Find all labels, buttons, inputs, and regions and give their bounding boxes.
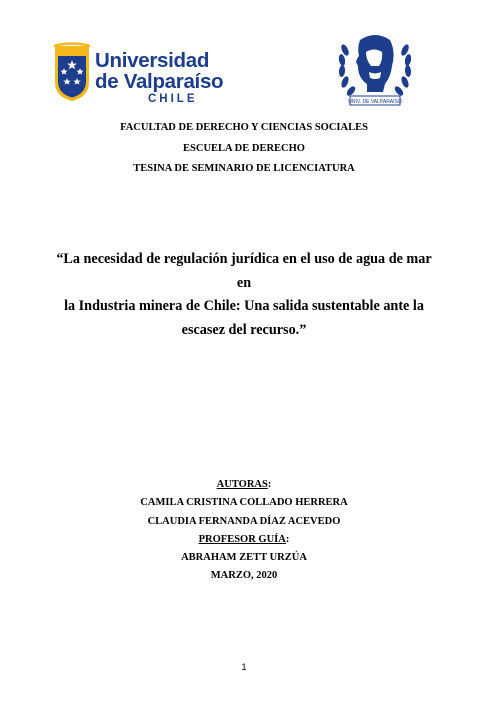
- university-name-line2: de Valparaíso: [95, 70, 224, 93]
- advisor-name: ABRAHAM ZETT URZÚA: [181, 552, 307, 564]
- credits-block: [0, 476, 488, 586]
- institution-header: [0, 118, 488, 180]
- thesis-title-line1: “La necesidad de regulación jurídica en el uso de agua de mar en: [56, 251, 432, 291]
- university-logo: [53, 42, 224, 110]
- advisor-heading: [0, 531, 488, 549]
- school-name: ESCUELA DE DERECHO: [183, 142, 305, 154]
- shield-stars-icon: [53, 42, 91, 102]
- university-name-line1: Universidad: [95, 49, 210, 72]
- author-name: CAMILA CRISTINA COLLADO HERRERA: [140, 497, 348, 509]
- submission-date: MARZO, 2020: [210, 570, 278, 582]
- university-country: CHILE: [148, 93, 198, 105]
- advisor-label: PROFESOR GUÍA: [198, 533, 286, 545]
- authors-label: AUTORAS: [216, 479, 268, 490]
- thesis-title-line2: la Industria minera de Chile: Una salida sustentable ante la: [64, 298, 424, 314]
- thesis-title-line3: escasez del recurso.”: [181, 321, 307, 338]
- svg-text:UNIV. DE VALPARAÍSO: UNIV. DE VALPARAÍSO: [348, 99, 402, 105]
- authors-colon: :: [267, 479, 272, 490]
- faculty-seal-icon: [336, 28, 414, 108]
- page-number: 1: [241, 662, 247, 672]
- advisor-colon: :: [285, 533, 290, 545]
- author-name: CLAUDIA FERNANDA DÍAZ ACEVEDO: [147, 515, 341, 527]
- faculty-name: FACULTAD DE DERECHO Y CIENCIAS SOCIALES: [120, 122, 368, 133]
- thesis-title: [52, 248, 436, 342]
- thesis-type: TESINA DE SEMINARIO DE LICENCIATURA: [133, 163, 355, 174]
- authors-heading: [0, 476, 488, 494]
